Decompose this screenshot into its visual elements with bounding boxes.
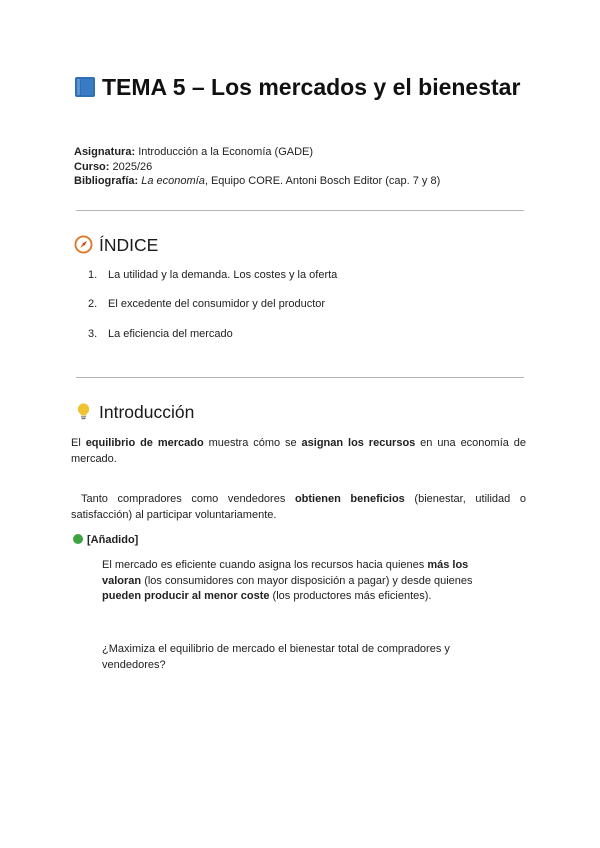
intro-heading [74, 401, 194, 423]
toc-number: 2. [88, 298, 98, 310]
toc-number: 1. [88, 269, 98, 281]
toc-number: 3. [88, 328, 98, 340]
text-run: El [71, 437, 86, 449]
lightbulb-icon [74, 402, 93, 421]
bold-run: obtienen beneficios [294, 493, 405, 505]
subject-label: Asignatura: [74, 146, 136, 158]
meta-bibliography [74, 174, 440, 189]
toc-item[interactable] [88, 328, 233, 340]
divider [76, 377, 524, 378]
added-paragraph [102, 558, 482, 605]
question-text: ¿Maximiza el equilibrio de mercado el bienestar total de compradores y vendedores? [102, 643, 450, 671]
index-heading-text: ÍNDICE [99, 235, 159, 255]
text-run: muestra cómo se [203, 437, 302, 449]
compass-icon [74, 235, 93, 254]
text-run: El mercado es eficiente cuando asigna los recursos hacia quienes [102, 559, 428, 571]
toc-text: El excedente del consumidor y del productor [108, 298, 326, 310]
title-text: TEMA 5 – Los mercados y el bienestar [102, 74, 521, 100]
text-run: (los productores más eficientes). [269, 590, 432, 602]
bold-run: más los valoran [102, 559, 469, 587]
page-title [74, 72, 534, 103]
text-run: en una economía de mercado. [71, 437, 527, 465]
book-icon [74, 76, 96, 98]
subject-value: Introducción a la Economía (GADE) [138, 146, 314, 158]
intro-heading-text: Introducción [99, 402, 195, 422]
biblio-title: La economía [141, 175, 205, 187]
toc-text: La utilidad y la demanda. Los costes y la oferta [108, 269, 338, 281]
intro-paragraph-1 [71, 435, 526, 467]
toc-text: La eficiencia del mercado [108, 328, 233, 340]
text-run: Tanto compradores como vendedores [81, 493, 295, 505]
toc-item[interactable] [88, 298, 325, 310]
toc-item[interactable] [88, 269, 337, 281]
meta-course [74, 160, 440, 175]
biblio-label: Bibliografía: [74, 175, 139, 187]
bold-run: equilibrio de mercado [85, 437, 204, 449]
biblio-rest: , Equipo CORE. Antoni Bosch Editor (cap. 7 y 8) [204, 175, 441, 187]
green-circle-icon [73, 534, 83, 544]
bold-run: asignan los recursos [301, 437, 416, 449]
added-marker [73, 534, 138, 546]
course-label: Curso: [74, 160, 110, 173]
index-heading [74, 234, 158, 256]
course-value: 2025/26 [112, 160, 153, 173]
text-run: (bienestar, utilidad o satisfacción) al participar voluntariamente. [71, 493, 526, 521]
question-paragraph [102, 642, 472, 673]
intro-paragraph-2 [71, 491, 526, 523]
divider [76, 210, 524, 211]
document-meta [74, 145, 440, 189]
meta-subject [74, 145, 440, 160]
text-run: (los consumidores con mayor disposición a pagar) y desde quienes [141, 574, 473, 587]
bold-run: pueden producir al menor coste [102, 590, 270, 602]
added-label: [Añadido] [87, 534, 139, 546]
